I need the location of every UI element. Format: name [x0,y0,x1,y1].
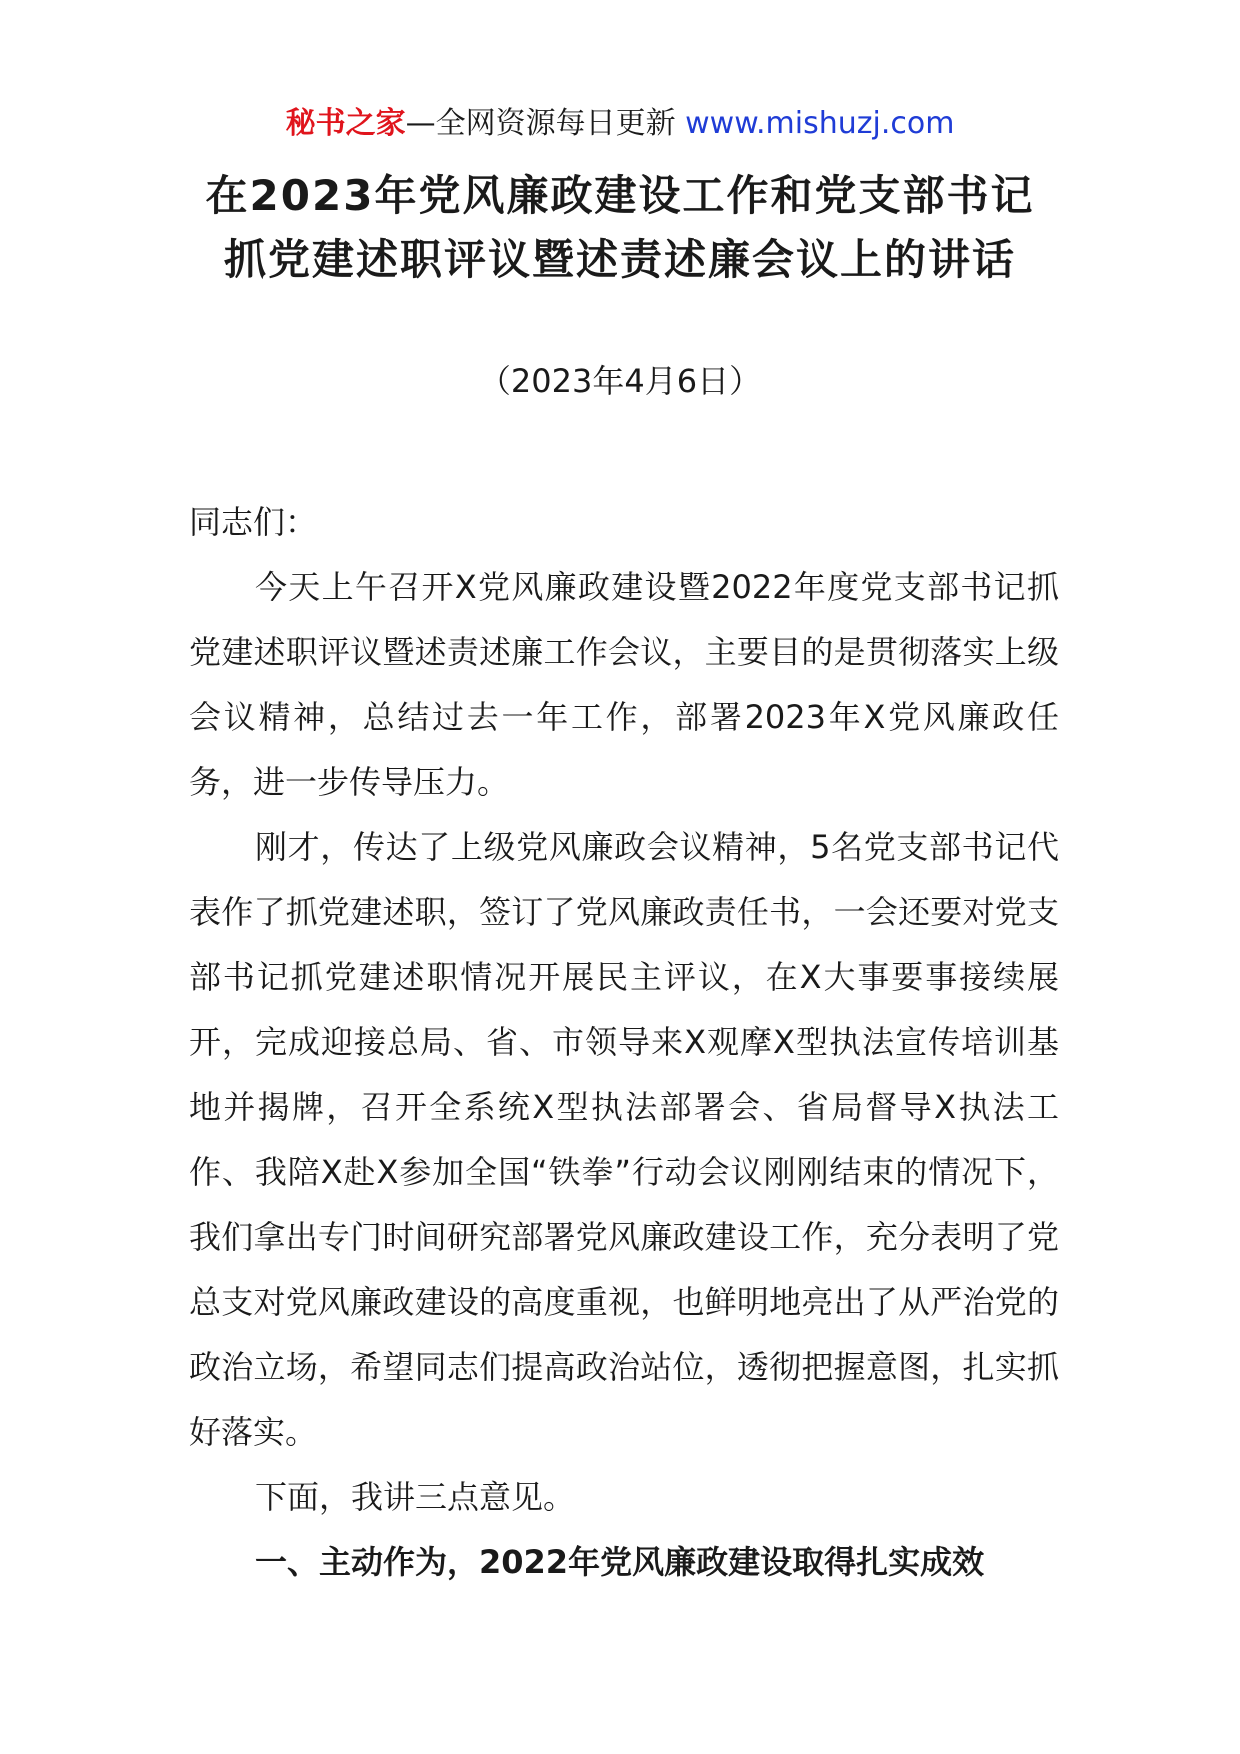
section-heading-1: 一、主动作为，2022年党风廉政建设取得扎实成效 [255,1543,985,1581]
document-date: （2023年4月6日） [478,362,762,400]
banner-brand: 秘书之家 [285,106,406,141]
document-body [189,490,1059,1595]
document-title [150,164,1090,292]
banner-url-link[interactable]: www.mishuzj.com [685,106,955,141]
title-line-1: 在2023年党风廉政建设工作和党支部书记 [205,171,1035,220]
banner-tagline: —全网资源每日更新 [405,106,676,141]
site-banner [0,104,1240,144]
title-line-2: 抓党建述职评议暨述责述廉会议上的讲话 [223,235,1016,284]
paragraph-1: 今天上午召开X党风廉政建设暨2022年度党支部书记抓党建述职评议暨述责述廉工作会议，主要目的是贯彻落实上级会议精神，总结过去一年工作，部署2023年X党风廉政任务，进一步传导压力。 [189,568,1059,801]
greeting: 同志们： [189,503,318,541]
paragraph-3: 下面，我讲三点意见。 [255,1478,576,1516]
paragraph-2: 刚才，传达了上级党风廉政会议精神，5名党支部书记代表作了抓党建述职，签订了党风廉政责任书，一会还要对党支部书记抓党建述职情况开展民主评议，在X大事要事接续展开，完成迎接总局、省、市领导来X观摩X型执法宣传培训基地并揭牌，召开全系统X型执法部署会、省局督导X执法工作、我陪X赴X参加全国“铁拳”行动会议刚刚结束的情况下，我们拿出专门时间研究部署党风廉政建设工作，充分表明了党总支对党风廉政建设的高度重视，也鲜明地亮出了从严治党的政治立场，希望同志们提高政治站位，透彻把握意图，扎实抓好落实。 [189,828,1059,1451]
